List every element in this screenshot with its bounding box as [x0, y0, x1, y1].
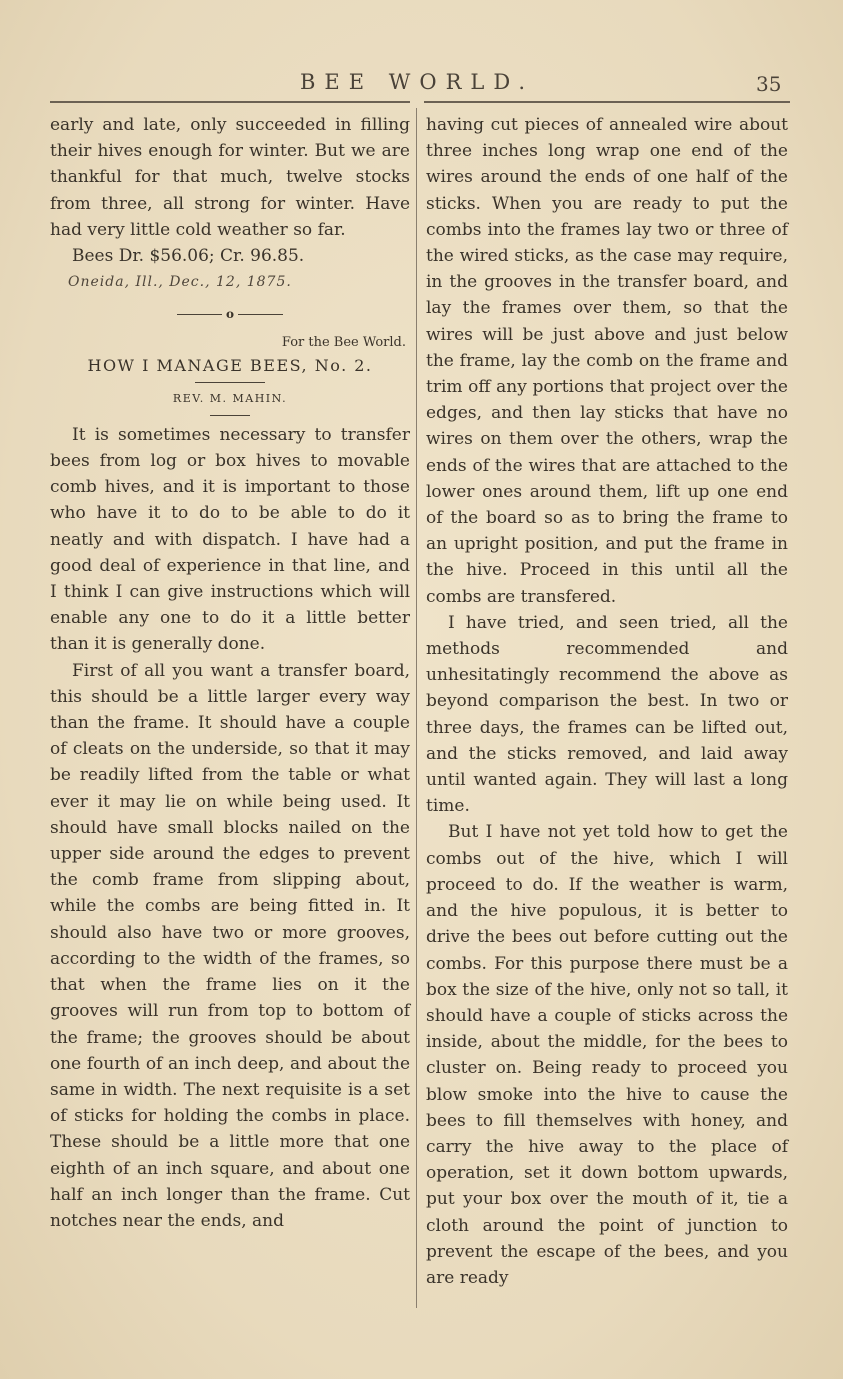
paragraph: It is sometimes necessary to transfer bees from log or box hives to movable comb hives, and it is important to those who have it to do to be able to do it neatly and with dispatch. I have had a good deal of experience in that line, and I think I can give instructions which will enable any one to do it a little better than it is generally done. — [50, 424, 410, 655]
paragraph: First of all you want a transfer board, this should be a little larger every way than the frame. It should have a couple of cleats on the underside, so that it may be readily lifted from the table or what ever it may lie on while being used. It should have small blocks nailed on the upper side around the edges to prevent the comb frame from slipping about, while the combs are being fitted in. It should also have two or more grooves, according to the width of the frames, so that when the frame lies on it the grooves will run from top to bottom of the frame; the grooves should be about one fourth of an inch deep, and about the same in width. The next requisite is a set of sticks for holding the combs in place. These should be a little more that one eighth of an inch square, and about one half an inch longer than the frame. Cut notches near the ends, and — [50, 660, 410, 1231]
left-column — [50, 112, 410, 1234]
section-separator — [50, 301, 410, 327]
paragraph: having cut pieces of annealed wire about three inches long wrap one end of the wires around the ends of one half of the sticks. When you are ready to put the combs into the frames lay two or three of the wired sticks, as the case may require, in the grooves in the transfer board, and lay the frames over them, so that the wires will be just above and just below the frame, lay the comb on the frame and trim off any portions that project over the edges, and then lay sticks that have no wires on them over the others, wrap the ends of the wires that are attached to the lower ones around them, lift up one end of the board so as to bring the frame to an upright position, and put the frame in the hive. Proceed in this until all the combs are transfered. — [426, 115, 788, 607]
paragraph: early and late, only succeeded in filling their hives enough for winter. But we are thankful for that much, twelve stocks from three, all strong for winter. Have had very little cold weather so far. — [50, 115, 410, 240]
title-rule — [195, 382, 265, 383]
author-line: REV. M. MAHIN. — [172, 391, 288, 405]
paragraph: I have tried, and seen tried, all the methods recommended and unhesitatingly recommend the above as beyond comparison the best. In two or three days, the frames can be lifted out, and the sticks removed, and laid away until wanted again. They will last a long time. — [426, 612, 788, 817]
header-rule-left — [50, 101, 410, 103]
right-column — [426, 112, 788, 1291]
header-rule-right — [424, 101, 790, 103]
separator-mark: o — [225, 307, 234, 322]
dateline: Oneida, Ill., Dec., 12, 1875. — [68, 274, 292, 291]
author-rule — [210, 415, 250, 416]
account-line: Bees Dr. $56.06; Cr. 96.85. — [72, 246, 305, 267]
source-note: For the Bee World. — [281, 334, 406, 350]
page-number: 35 — [756, 72, 782, 96]
paragraph: But I have not yet told how to get the combs out of the hive, which I will proceed to do. If the weather is warm, and the hive populous, it is better to drive the bees out before cutting out the combs. For this purpose there must be a box the size of the hive, only not so tall, it should have a couple of sticks across the inside, about the middle, for the bees to cluster on. Being ready to proceed you blow smoke into the hive to cause the bees to fill themselves with honey, and carry the hive away to the place of operation, set it down bottom upwards, put your box over the mouth of it, tie a cloth around the point of junction to prevent the escape of the bees, and you are ready — [426, 822, 788, 1288]
article-title: HOW I MANAGE BEES, No. 2. — [87, 355, 373, 375]
running-title: BEE WORLD. — [300, 70, 535, 94]
column-divider — [416, 108, 417, 1308]
